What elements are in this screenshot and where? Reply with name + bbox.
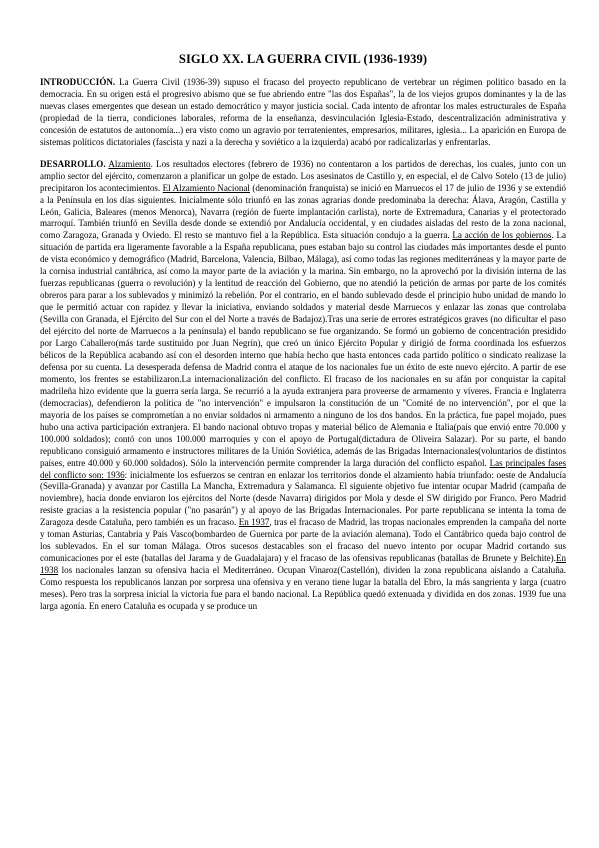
alzamiento-nacional-text: (denominación franquista) se inició en Marruecos el 17 de julio de 1936 y se extendió a la Península en los días siguientes. Inicialmente sólo triunfó en las zonas agrarias donde predominaba la derecha: Álava, Aragón, Castilla y León, Galicia, Baleares (menos Menorca), Navarra (región de fuerte implantación carlista), norte de Extremadura, Canarias y el protectorado marroquí. También triunfó en Sevilla desde donde se extendió por Andalucía occidental, y en ciudades aisladas del resto de la zona nacional, como Zaragoza, Granada y Oviedo. El resto se mantuvo fiel a la República. Esta situación condujo a la guerra. [40, 182, 567, 241]
year-1937-text: , tras el fracaso de Madrid, las tropas nacionales emprenden la campaña del norte y toman Asturias, Cantabria y País Vasco(bombardeo de Guernica por parte de la aviación alemana). Todo el Cantábrico queda bajo control de los sublevados. En el sur toman Málaga. Otros sucesos destacables son el fracaso del nuevo intento por ocupar Madrid cortando sus comunicaciones por el este (batallas del Jarama y de Guadalajara) y el fracaso de las ofensivas republicanas (batallas de Brunete y Belchite). [40, 517, 567, 564]
accion-gobiernos-text: . La situación de partida era ligeramente favorable a la España republicana, pues estaban bajo su control las ciudades más importantes desde el punto de vista económico y demográfico (Madrid, Barcelona, Valencia, Bilbao, Málaga), así como todas las regiones mediterráneas y la mayor parte de la cornisa industrial cantábrica, así como la mayor parte de la aviación y la marina. Sin embargo, no la aprovechó por la división interna de las fuerzas republicanas (guerra o revolución) y la lentitud de reacción del Gobierno, que no atendió la petición de armas por parte de los comités obreros para parar a los sublevados y minimizó la rebelión. Por el contrario, en el bando sublevado desde el principio hubo unidad de mando lo que le permitió actuar con rapidez y llevar la iniciativa, enviando soldados y material desde Marruecos y enlazar las zonas que controlaba (Sevilla con Granada, el Ejército del Sur con el del Norte a través de Badajoz).Tras una serie de errores estratégicos graves (no dificultar el paso del ejército del norte de Marruecos a la península) el bando republicano se fue organizando. Se formó un gobierno de concentración presidido por Largo Caballero(más tarde sustituido por Juan Negrín), que creó un único Ejército Popular y dirigió de forma coordinada los esfuerzos bélicos de la República acabando así con el desorden interno que había hecho que hasta entonces cada partido político o sindicato realizase la defensa por su cuenta. La desesperada defensa de Madrid contra el ataque de los nacionales fue un éxito de este nuevo ejército. A partir de ese momento, los frentes se estabilizaron.La internacionalización del conflicto. El fracaso de los nacionales en su afán por conquistar la capital madrileña hizo evidente que la guerra sería larga. Se recurrió a la ayuda extranjera para proveerse de armamento y víveres. Francia e Inglaterra (democracias), defendieron la política de "no intervención" e impulsaron la constitución de un "Comité de no intervención", por el que la mayoría de los países se comprometían a no enviar soldados ni armamento a ninguno de los dos bandos. En la práctica, fue papel mojado, pues hubo una activa participación extranjera. El bando nacional obtuvo tropas y material bélico de Alemania e Italia(país que envió entre 70.000 y 100.000 soldados); contó con unos 100.000 marroquíes y con el apoyo de Portugal(dictadura de Oliveira Salazar). Por su parte, el bando republicano consiguió armamento e instructores militares de la Unión Soviética, además de las Brigadas Internacionales(voluntarios de distintos países, entre 40.000 y 60.000 soldados). Sólo la intervención permite comprender la larga duración del conflicto español. [40, 230, 566, 468]
intro-paragraph [40, 77, 566, 149]
intro-heading: INTRODUCCIÓN. [40, 77, 116, 87]
page-title [40, 52, 566, 67]
alzamiento-text: . Los resultados electores (febrero de 1936) no contentaron a los partidos de derechas, los cuales, junto con un amplio sector del ejército, comenzaron a planificar un golpe de estado. Los asesinatos de Castillo y, en especial, el de Calvo Sotelo (13 de julio) precipitaron los acontecimientos. [40, 158, 567, 193]
title-prefix: SIGLO XX [178, 52, 241, 66]
title-rest: . LA GUERRA CIVIL (1936-1939) [240, 52, 428, 66]
year-1938-text: los nacionales lanzan su ofensiva hacia el Mediterráneo. Ocupan Vinaroz(Castellón), dividen la zona republicana aislando a Cataluña. Como respuesta los republicanos lanzan por sorpresa una ofensiva y en verano tiene lugar la batalla del Ebro, la más sangrienta y larga (cuatro meses). Pero tras la sorpresa inicial la victoria fue para el bando nacional. La República quedó extenuada y dividida en dos zonas. 1939 fue una larga agonía. En enero Cataluña es ocupada y se produce un [40, 565, 566, 611]
year-1938-heading: En 1938 [40, 553, 566, 576]
desarrollo-paragraph [40, 159, 566, 613]
fases-heading: Las principales fases del conflicto son: 1936 [40, 457, 566, 480]
accion-gobiernos-heading: La acción de los gobiernos [452, 230, 552, 241]
document-page [40, 52, 566, 613]
intro-text: La Guerra Civil (1936-39) supuso el fracaso del proyecto republicano de vertebrar un régimen político basado en la democracia. En su origen está el progresivo abismo que se fue abriendo entre "las dos Españas", la de los viejos grupos dominantes y la de las nuevas clases emergentes que desean un estado democrático y mayor justicia social. Cada intento de afrontar los males estructurales de España (propiedad de la tierra, condiciones laborales, reforma de la enseñanza, desvinculación Iglesia-Estado, descentralización administrativa y concesión de estatutos de autonomía...) era visto como un agravio por terratenientes, empresarios, militares, iglesia... La aparición en Europa de sistemas políticos dictatoriales (fascista y nazi a la derecha y soviético a la izquierda) acabó por radicalizarlas y enfrentarlas. [40, 77, 566, 147]
fases-1936-text: : inicialmente los esfuerzos se centran en enlazar los territorios donde el alzamiento había triunfado: oeste de Andalucía (Sevilla-Granada) y avanzar por Castilla La Mancha, Extremadura y Salamanca. El siguiente objetivo fue intentar ocupar Madrid (campaña de noviembre), hacia donde enviaron los ejércitos del Norte (desde Navarra) dirigidos por Mola y desde el SW dirigido por Franco. Pero Madrid resiste gracias a la resistencia popular ("no pasarán") y al apoyo de las Brigadas Internacionales. Por parte republicana se intenta la toma de Zaragoza desde Cataluña, pero también es un fracaso. [40, 469, 566, 528]
alzamiento-heading: Alzamiento [108, 158, 151, 169]
alzamiento-nacional-heading: El Alzamiento Nacional [162, 182, 250, 193]
desarrollo-heading: DESARROLLO. [40, 158, 106, 169]
year-1937-heading: En 1937 [238, 517, 270, 528]
